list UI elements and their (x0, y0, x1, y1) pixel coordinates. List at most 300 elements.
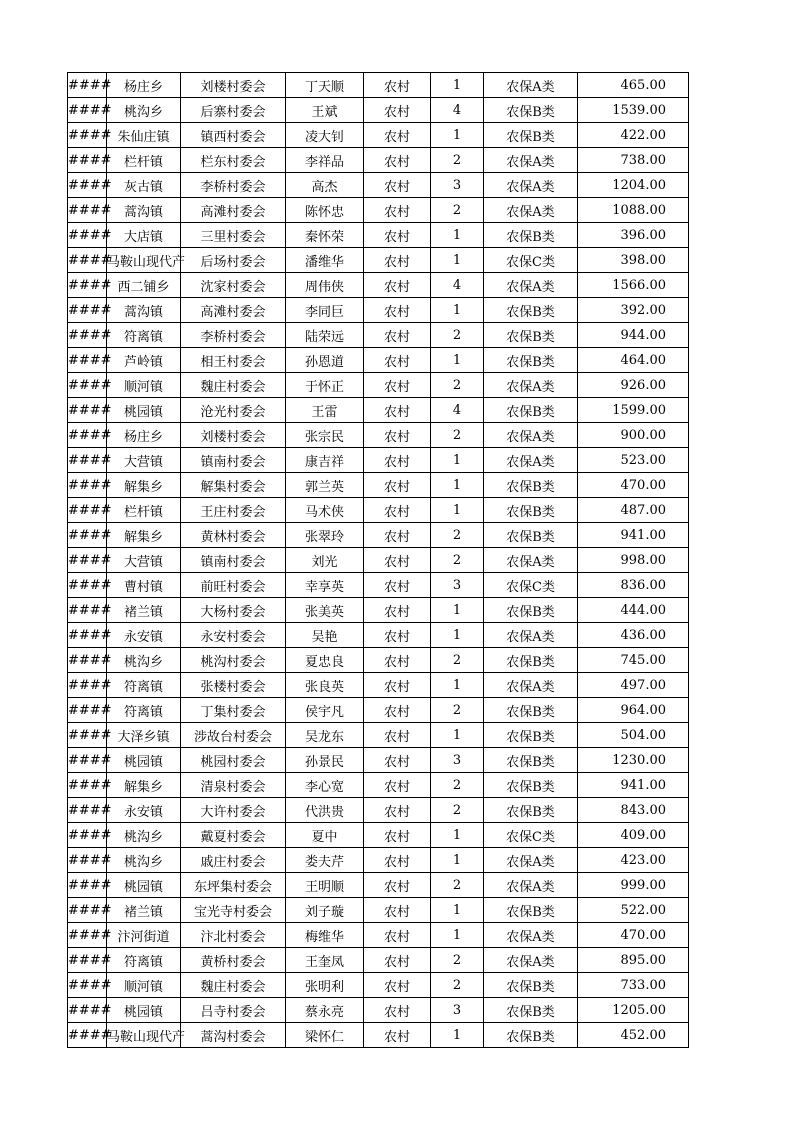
village-committee-cell: 桃沟村委会 (181, 648, 286, 673)
village-committee-cell: 李桥村委会 (181, 323, 286, 348)
person-name-cell: 张美英 (286, 598, 364, 623)
person-name-cell: 张明利 (286, 973, 364, 998)
township-cell: 解集乡 (107, 523, 181, 548)
insurance-category-cell: 农保B类 (484, 698, 578, 723)
amount-cell: 1539.00 (578, 98, 689, 123)
data-table (67, 72, 689, 1048)
household-count-cell: 4 (431, 98, 484, 123)
amount-cell: 944.00 (578, 323, 689, 348)
insurance-category-cell: 农保B类 (484, 1023, 578, 1048)
village-committee-cell: 王庄村委会 (181, 498, 286, 523)
table-row (68, 798, 689, 823)
village-committee-cell: 高滩村委会 (181, 298, 286, 323)
village-committee-cell: 李桥村委会 (181, 173, 286, 198)
person-name-cell: 吴艳 (286, 623, 364, 648)
area-type-cell: 农村 (364, 748, 431, 773)
insurance-category-cell: 农保B类 (484, 798, 578, 823)
area-type-cell: 农村 (364, 523, 431, 548)
person-name-cell: 王雷 (286, 398, 364, 423)
table-row (68, 448, 689, 473)
row-id-cell: #### (68, 198, 107, 223)
area-type-cell: 农村 (364, 423, 431, 448)
amount-cell: 409.00 (578, 823, 689, 848)
amount-cell: 422.00 (578, 123, 689, 148)
table-row (68, 873, 689, 898)
amount-cell: 497.00 (578, 673, 689, 698)
row-id-cell: #### (68, 473, 107, 498)
township-cell: 大营镇 (107, 448, 181, 473)
township-cell: 桃园镇 (107, 398, 181, 423)
insurance-category-cell: 农保A类 (484, 923, 578, 948)
person-name-cell: 张宗民 (286, 423, 364, 448)
township-cell: 桃沟乡 (107, 648, 181, 673)
township-cell: 蒿沟镇 (107, 198, 181, 223)
area-type-cell: 农村 (364, 348, 431, 373)
area-type-cell: 农村 (364, 1023, 431, 1048)
amount-cell: 1088.00 (578, 198, 689, 223)
township-cell: 栏杆镇 (107, 498, 181, 523)
village-committee-cell: 东坪集村委会 (181, 873, 286, 898)
village-committee-cell: 镇西村委会 (181, 123, 286, 148)
township-cell: 杨庄乡 (107, 423, 181, 448)
row-id-cell: #### (68, 223, 107, 248)
amount-cell: 444.00 (578, 598, 689, 623)
area-type-cell: 农村 (364, 73, 431, 98)
village-committee-cell: 蒿沟村委会 (181, 1023, 286, 1048)
person-name-cell: 孙景民 (286, 748, 364, 773)
township-cell: 桃沟乡 (107, 823, 181, 848)
amount-cell: 1230.00 (578, 748, 689, 773)
table-row (68, 73, 689, 98)
row-id-cell: #### (68, 1023, 107, 1048)
village-committee-cell: 三里村委会 (181, 223, 286, 248)
amount-cell: 423.00 (578, 848, 689, 873)
area-type-cell: 农村 (364, 548, 431, 573)
person-name-cell: 康吉祥 (286, 448, 364, 473)
row-id-cell: #### (68, 923, 107, 948)
area-type-cell: 农村 (364, 998, 431, 1023)
table-row (68, 548, 689, 573)
person-name-cell: 王明顺 (286, 873, 364, 898)
village-committee-cell: 后寨村委会 (181, 98, 286, 123)
row-id-cell: #### (68, 398, 107, 423)
household-count-cell: 2 (431, 873, 484, 898)
village-committee-cell: 栏东村委会 (181, 148, 286, 173)
amount-cell: 836.00 (578, 573, 689, 598)
insurance-category-cell: 农保B类 (484, 523, 578, 548)
area-type-cell: 农村 (364, 648, 431, 673)
area-type-cell: 农村 (364, 123, 431, 148)
area-type-cell: 农村 (364, 173, 431, 198)
township-cell: 符离镇 (107, 323, 181, 348)
table-row (68, 198, 689, 223)
household-count-cell: 1 (431, 498, 484, 523)
person-name-cell: 于怀正 (286, 373, 364, 398)
insurance-category-cell: 农保A类 (484, 273, 578, 298)
insurance-category-cell: 农保B类 (484, 123, 578, 148)
village-committee-cell: 大许村委会 (181, 798, 286, 823)
township-cell: 桃沟乡 (107, 848, 181, 873)
insurance-category-cell: 农保B类 (484, 973, 578, 998)
area-type-cell: 农村 (364, 148, 431, 173)
household-count-cell: 4 (431, 398, 484, 423)
table-row (68, 473, 689, 498)
village-committee-cell: 大杨村委会 (181, 598, 286, 623)
household-count-cell: 1 (431, 448, 484, 473)
insurance-category-cell: 农保B类 (484, 223, 578, 248)
area-type-cell: 农村 (364, 298, 431, 323)
village-committee-cell: 黄桥村委会 (181, 948, 286, 973)
household-count-cell: 2 (431, 773, 484, 798)
row-id-cell: #### (68, 248, 107, 273)
person-name-cell: 幸享英 (286, 573, 364, 598)
township-cell: 灰古镇 (107, 173, 181, 198)
village-committee-cell: 刘楼村委会 (181, 73, 286, 98)
village-committee-cell: 张楼村委会 (181, 673, 286, 698)
person-name-cell: 刘光 (286, 548, 364, 573)
insurance-category-cell: 农保A类 (484, 948, 578, 973)
table-row (68, 648, 689, 673)
insurance-category-cell: 农保B类 (484, 298, 578, 323)
household-count-cell: 1 (431, 723, 484, 748)
row-id-cell: #### (68, 798, 107, 823)
township-cell: 褚兰镇 (107, 898, 181, 923)
table-row (68, 123, 689, 148)
person-name-cell: 陆荣远 (286, 323, 364, 348)
household-count-cell: 2 (431, 548, 484, 573)
row-id-cell: #### (68, 298, 107, 323)
township-cell: 马鞍山现代产 (107, 248, 181, 273)
township-cell: 杨庄乡 (107, 73, 181, 98)
village-committee-cell: 魏庄村委会 (181, 973, 286, 998)
village-committee-cell: 清泉村委会 (181, 773, 286, 798)
area-type-cell: 农村 (364, 598, 431, 623)
table-row (68, 248, 689, 273)
row-id-cell: #### (68, 823, 107, 848)
row-id-cell: #### (68, 748, 107, 773)
row-id-cell: #### (68, 273, 107, 298)
township-cell: 蒿沟镇 (107, 298, 181, 323)
village-committee-cell: 黄林村委会 (181, 523, 286, 548)
area-type-cell: 农村 (364, 673, 431, 698)
amount-cell: 436.00 (578, 623, 689, 648)
household-count-cell: 3 (431, 998, 484, 1023)
area-type-cell: 农村 (364, 823, 431, 848)
household-count-cell: 2 (431, 948, 484, 973)
row-id-cell: #### (68, 448, 107, 473)
person-name-cell: 马术侠 (286, 498, 364, 523)
insurance-category-cell: 农保C类 (484, 248, 578, 273)
amount-cell: 895.00 (578, 948, 689, 973)
township-cell: 符离镇 (107, 948, 181, 973)
row-id-cell: #### (68, 773, 107, 798)
amount-cell: 998.00 (578, 548, 689, 573)
household-count-cell: 2 (431, 523, 484, 548)
village-committee-cell: 汴北村委会 (181, 923, 286, 948)
amount-cell: 522.00 (578, 898, 689, 923)
township-cell: 曹村镇 (107, 573, 181, 598)
amount-cell: 452.00 (578, 1023, 689, 1048)
township-cell: 汴河街道 (107, 923, 181, 948)
insurance-category-cell: 农保B类 (484, 998, 578, 1023)
household-count-cell: 2 (431, 373, 484, 398)
area-type-cell: 农村 (364, 723, 431, 748)
insurance-category-cell: 农保B类 (484, 348, 578, 373)
person-name-cell: 孙恩道 (286, 348, 364, 373)
insurance-category-cell: 农保A类 (484, 448, 578, 473)
township-cell: 桃园镇 (107, 998, 181, 1023)
person-name-cell: 陈怀忠 (286, 198, 364, 223)
row-id-cell: #### (68, 898, 107, 923)
household-count-cell: 4 (431, 273, 484, 298)
insurance-category-cell: 农保B类 (484, 323, 578, 348)
row-id-cell: #### (68, 548, 107, 573)
household-count-cell: 2 (431, 698, 484, 723)
person-name-cell: 高杰 (286, 173, 364, 198)
person-name-cell: 丁天顺 (286, 73, 364, 98)
township-cell: 永安镇 (107, 623, 181, 648)
household-count-cell: 1 (431, 898, 484, 923)
row-id-cell: #### (68, 523, 107, 548)
amount-cell: 964.00 (578, 698, 689, 723)
area-type-cell: 农村 (364, 273, 431, 298)
township-cell: 符离镇 (107, 673, 181, 698)
insurance-category-cell: 农保B类 (484, 498, 578, 523)
row-id-cell: #### (68, 423, 107, 448)
village-committee-cell: 沧光村委会 (181, 398, 286, 423)
amount-cell: 464.00 (578, 348, 689, 373)
insurance-category-cell: 农保B类 (484, 398, 578, 423)
village-committee-cell: 宝光寺村委会 (181, 898, 286, 923)
row-id-cell: #### (68, 98, 107, 123)
table-row (68, 398, 689, 423)
row-id-cell: #### (68, 648, 107, 673)
village-committee-cell: 涉故台村委会 (181, 723, 286, 748)
person-name-cell: 李祥品 (286, 148, 364, 173)
township-cell: 顺河镇 (107, 973, 181, 998)
village-committee-cell: 镇南村委会 (181, 548, 286, 573)
township-cell: 符离镇 (107, 698, 181, 723)
area-type-cell: 农村 (364, 473, 431, 498)
amount-cell: 941.00 (578, 523, 689, 548)
row-id-cell: #### (68, 673, 107, 698)
table-row (68, 348, 689, 373)
amount-cell: 398.00 (578, 248, 689, 273)
table-row (68, 723, 689, 748)
table-row (68, 148, 689, 173)
table-row (68, 998, 689, 1023)
household-count-cell: 1 (431, 673, 484, 698)
row-id-cell: #### (68, 948, 107, 973)
row-id-cell: #### (68, 148, 107, 173)
household-count-cell: 1 (431, 248, 484, 273)
village-committee-cell: 桃园村委会 (181, 748, 286, 773)
township-cell: 大营镇 (107, 548, 181, 573)
village-committee-cell: 沈家村委会 (181, 273, 286, 298)
row-id-cell: #### (68, 373, 107, 398)
row-id-cell: #### (68, 698, 107, 723)
amount-cell: 1599.00 (578, 398, 689, 423)
township-cell: 西二铺乡 (107, 273, 181, 298)
amount-cell: 470.00 (578, 923, 689, 948)
person-name-cell: 夏中 (286, 823, 364, 848)
township-cell: 褚兰镇 (107, 598, 181, 623)
row-id-cell: #### (68, 323, 107, 348)
village-committee-cell: 吕寺村委会 (181, 998, 286, 1023)
person-name-cell: 夏忠良 (286, 648, 364, 673)
insurance-category-cell: 农保C类 (484, 823, 578, 848)
table-row (68, 373, 689, 398)
row-id-cell: #### (68, 873, 107, 898)
area-type-cell: 农村 (364, 798, 431, 823)
area-type-cell: 农村 (364, 323, 431, 348)
village-committee-cell: 戴夏村委会 (181, 823, 286, 848)
area-type-cell: 农村 (364, 848, 431, 873)
township-cell: 栏杆镇 (107, 148, 181, 173)
table-row (68, 948, 689, 973)
amount-cell: 926.00 (578, 373, 689, 398)
person-name-cell: 郭兰英 (286, 473, 364, 498)
amount-cell: 745.00 (578, 648, 689, 673)
household-count-cell: 1 (431, 348, 484, 373)
table-row (68, 923, 689, 948)
insurance-category-cell: 农保A类 (484, 873, 578, 898)
area-type-cell: 农村 (364, 948, 431, 973)
township-cell: 顺河镇 (107, 373, 181, 398)
household-count-cell: 2 (431, 198, 484, 223)
insurance-category-cell: 农保A类 (484, 673, 578, 698)
insurance-category-cell: 农保A类 (484, 173, 578, 198)
table-row (68, 773, 689, 798)
insurance-category-cell: 农保A类 (484, 423, 578, 448)
row-id-cell: #### (68, 723, 107, 748)
row-id-cell: #### (68, 848, 107, 873)
village-committee-cell: 永安村委会 (181, 623, 286, 648)
village-committee-cell: 后场村委会 (181, 248, 286, 273)
insurance-category-cell: 农保B类 (484, 773, 578, 798)
area-type-cell: 农村 (364, 623, 431, 648)
area-type-cell: 农村 (364, 973, 431, 998)
area-type-cell: 农村 (364, 198, 431, 223)
area-type-cell: 农村 (364, 898, 431, 923)
amount-cell: 999.00 (578, 873, 689, 898)
village-committee-cell: 刘楼村委会 (181, 423, 286, 448)
table-row (68, 848, 689, 873)
amount-cell: 465.00 (578, 73, 689, 98)
row-id-cell: #### (68, 73, 107, 98)
area-type-cell: 农村 (364, 923, 431, 948)
amount-cell: 843.00 (578, 798, 689, 823)
table-row (68, 423, 689, 448)
village-committee-cell: 高滩村委会 (181, 198, 286, 223)
household-count-cell: 2 (431, 798, 484, 823)
area-type-cell: 农村 (364, 98, 431, 123)
household-count-cell: 1 (431, 123, 484, 148)
person-name-cell: 张良英 (286, 673, 364, 698)
household-count-cell: 1 (431, 1023, 484, 1048)
row-id-cell: #### (68, 173, 107, 198)
table-row (68, 598, 689, 623)
row-id-cell: #### (68, 998, 107, 1023)
row-id-cell: #### (68, 123, 107, 148)
table-row (68, 323, 689, 348)
table-row (68, 698, 689, 723)
row-id-cell: #### (68, 348, 107, 373)
row-id-cell: #### (68, 573, 107, 598)
person-name-cell: 王奎凤 (286, 948, 364, 973)
table-row (68, 748, 689, 773)
insurance-category-cell: 农保B类 (484, 473, 578, 498)
person-name-cell: 吴龙东 (286, 723, 364, 748)
person-name-cell: 娄夫芹 (286, 848, 364, 873)
household-count-cell: 2 (431, 148, 484, 173)
area-type-cell: 农村 (364, 498, 431, 523)
table-body (68, 73, 689, 1048)
household-count-cell: 1 (431, 823, 484, 848)
person-name-cell: 周伟侠 (286, 273, 364, 298)
household-count-cell: 1 (431, 473, 484, 498)
amount-cell: 1205.00 (578, 998, 689, 1023)
person-name-cell: 刘子璇 (286, 898, 364, 923)
amount-cell: 392.00 (578, 298, 689, 323)
household-count-cell: 1 (431, 923, 484, 948)
township-cell: 芦岭镇 (107, 348, 181, 373)
village-committee-cell: 相王村委会 (181, 348, 286, 373)
table-row (68, 898, 689, 923)
table-row (68, 623, 689, 648)
amount-cell: 738.00 (578, 148, 689, 173)
village-committee-cell: 魏庄村委会 (181, 373, 286, 398)
township-cell: 解集乡 (107, 773, 181, 798)
area-type-cell: 农村 (364, 223, 431, 248)
table-row (68, 673, 689, 698)
township-cell: 解集乡 (107, 473, 181, 498)
township-cell: 马鞍山现代产 (107, 1023, 181, 1048)
household-count-cell: 1 (431, 623, 484, 648)
amount-cell: 487.00 (578, 498, 689, 523)
household-count-cell: 1 (431, 848, 484, 873)
row-id-cell: #### (68, 623, 107, 648)
person-name-cell: 代洪贵 (286, 798, 364, 823)
village-committee-cell: 戚庄村委会 (181, 848, 286, 873)
amount-cell: 504.00 (578, 723, 689, 748)
amount-cell: 523.00 (578, 448, 689, 473)
table-row (68, 173, 689, 198)
household-count-cell: 3 (431, 573, 484, 598)
household-count-cell: 1 (431, 298, 484, 323)
person-name-cell: 蔡永亮 (286, 998, 364, 1023)
area-type-cell: 农村 (364, 373, 431, 398)
table-row (68, 823, 689, 848)
township-cell: 大泽乡镇 (107, 723, 181, 748)
person-name-cell: 王斌 (286, 98, 364, 123)
township-cell: 朱仙庄镇 (107, 123, 181, 148)
person-name-cell: 凌大钊 (286, 123, 364, 148)
table-row (68, 973, 689, 998)
household-count-cell: 1 (431, 598, 484, 623)
insurance-category-cell: 农保B类 (484, 723, 578, 748)
insurance-category-cell: 农保A类 (484, 623, 578, 648)
insurance-category-cell: 农保B类 (484, 898, 578, 923)
table-row (68, 498, 689, 523)
person-name-cell: 梁怀仁 (286, 1023, 364, 1048)
insurance-category-cell: 农保A类 (484, 73, 578, 98)
table-row (68, 523, 689, 548)
table-row (68, 98, 689, 123)
person-name-cell: 侯宇凡 (286, 698, 364, 723)
amount-cell: 1566.00 (578, 273, 689, 298)
amount-cell: 1204.00 (578, 173, 689, 198)
